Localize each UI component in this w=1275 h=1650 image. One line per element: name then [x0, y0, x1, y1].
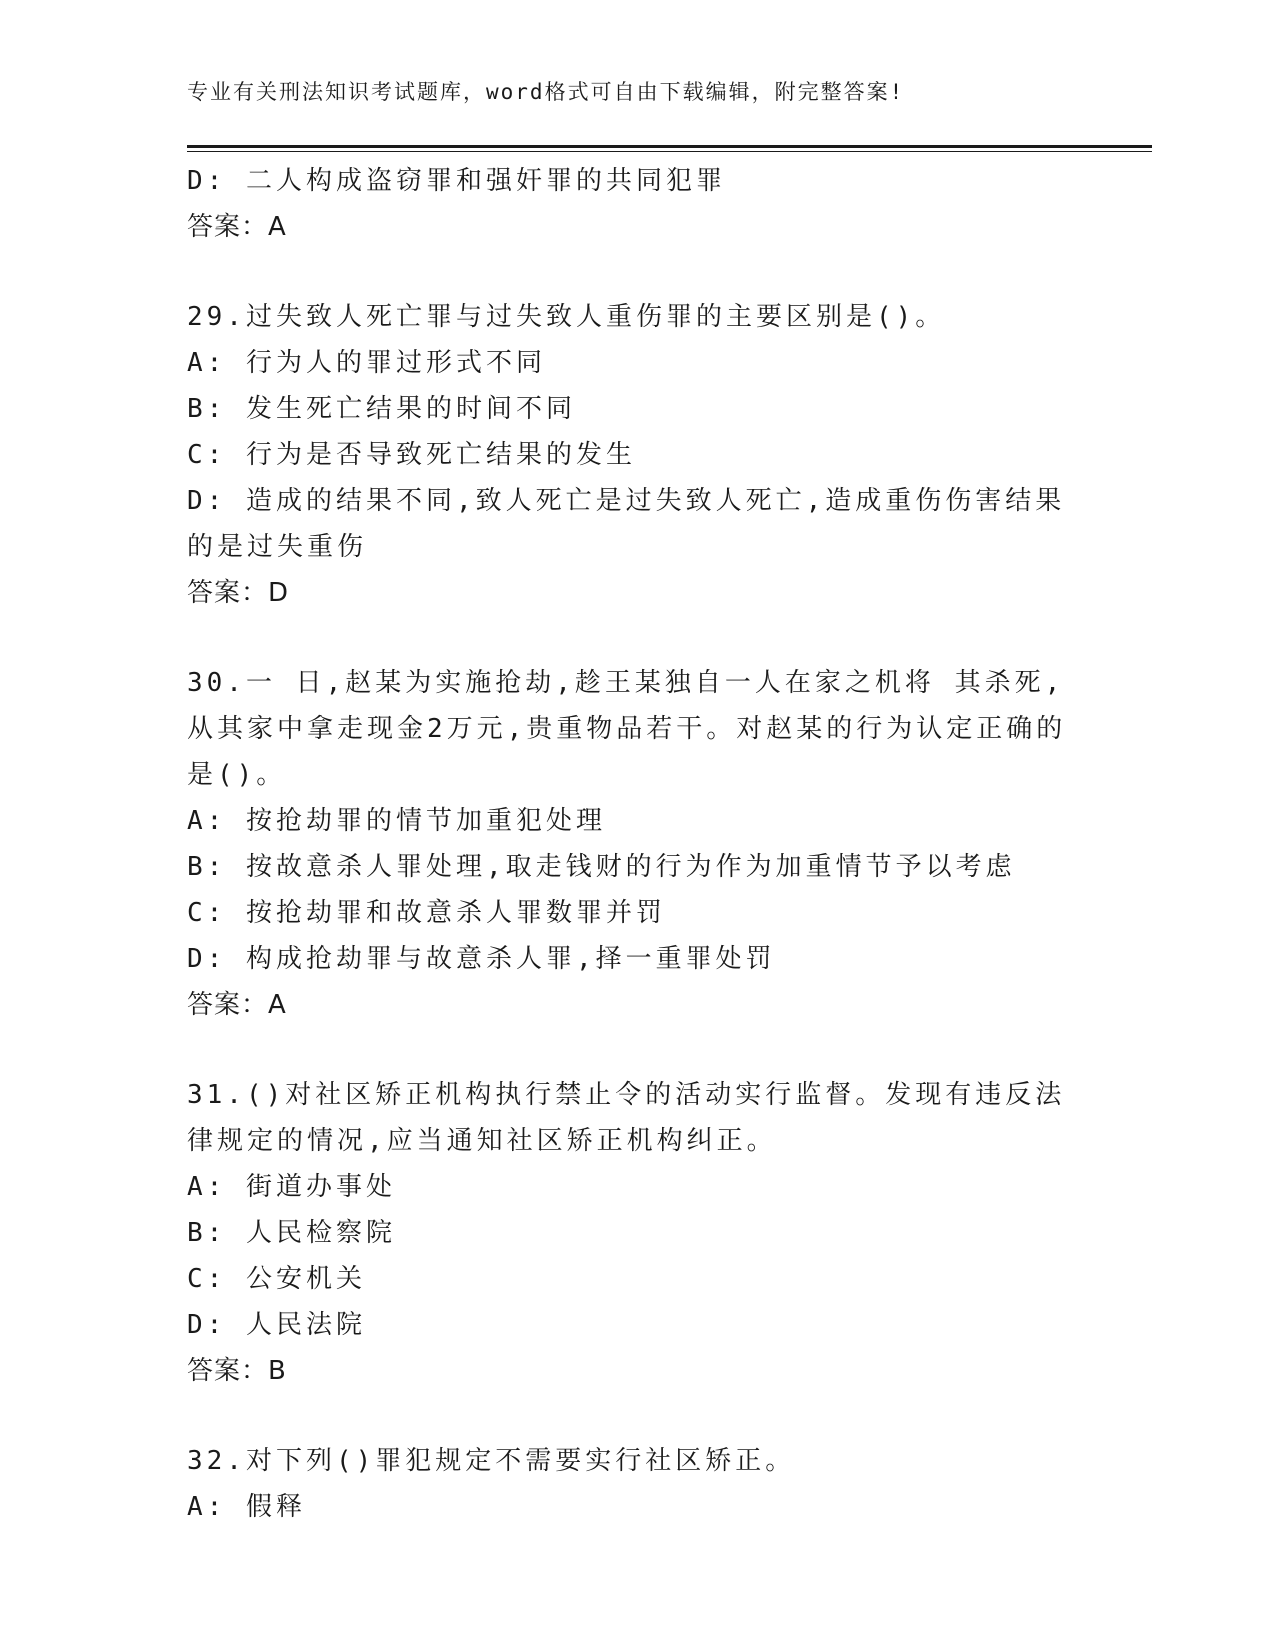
- spacer: [187, 1028, 1087, 1072]
- option-d: D: 人民法院: [187, 1310, 366, 1340]
- question-32: [187, 1438, 1087, 1530]
- spacer: [187, 250, 1087, 294]
- header-rule-thin: [187, 151, 1152, 152]
- option-b: B: 发生死亡结果的时间不同: [187, 394, 576, 424]
- question-stem: 30.一 日,赵某为实施抢劫,趁王某独自一人在家之机将 其杀死,从其家中拿走现金2万元,贵重物品若干。对赵某的行为认定正确的是()。: [187, 668, 1067, 790]
- option-c: C: 行为是否导致死亡结果的发生: [187, 440, 636, 470]
- question-31: [187, 1072, 1087, 1394]
- document-body: [187, 158, 1087, 1530]
- question-29: [187, 294, 1087, 616]
- question-stem: 29.过失致人死亡罪与过失致人重伤罪的主要区别是()。: [187, 302, 946, 332]
- spacer: [187, 1394, 1087, 1438]
- option-c: C: 公安机关: [187, 1264, 366, 1294]
- answer: 答案：A: [187, 990, 287, 1020]
- option-c: C: 按抢劫罪和故意杀人罪数罪并罚: [187, 898, 666, 928]
- option-a: A: 街道办事处: [187, 1172, 396, 1202]
- spacer: [187, 616, 1087, 660]
- answer: 答案：B: [187, 1356, 287, 1386]
- option-b: B: 人民检察院: [187, 1218, 396, 1248]
- answer: 答案：D: [187, 578, 290, 608]
- option-a: A: 假释: [187, 1492, 306, 1522]
- continued-answer: 答案：A: [187, 212, 287, 242]
- option-a: A: 按抢劫罪的情节加重犯处理: [187, 806, 606, 836]
- option-b: B: 按故意杀人罪处理,取走钱财的行为作为加重情节予以考虑: [187, 852, 1016, 882]
- continued-option-d: D: 二人构成盗窃罪和强奸罪的共同犯罪: [187, 166, 726, 196]
- option-d: D: 构成抢劫罪与故意杀人罪,择一重罪处罚: [187, 944, 776, 974]
- header-rule-thick: [187, 145, 1152, 148]
- option-a: A: 行为人的罪过形式不同: [187, 348, 546, 378]
- question-stem: 32.对下列()罪犯规定不需要实行社区矫正。: [187, 1446, 796, 1476]
- option-d: D: 造成的结果不同,致人死亡是过失致人死亡,造成重伤伤害结果的是过失重伤: [187, 486, 1066, 562]
- question-30: [187, 660, 1087, 1028]
- page-header: 专业有关刑法知识考试题库，word格式可自由下载编辑，附完整答案!: [187, 80, 905, 104]
- question-stem: 31.()对社区矫正机构执行禁止令的活动实行监督。发现有违反法律规定的情况,应当通知社区矫正机构纠正。: [187, 1080, 1066, 1156]
